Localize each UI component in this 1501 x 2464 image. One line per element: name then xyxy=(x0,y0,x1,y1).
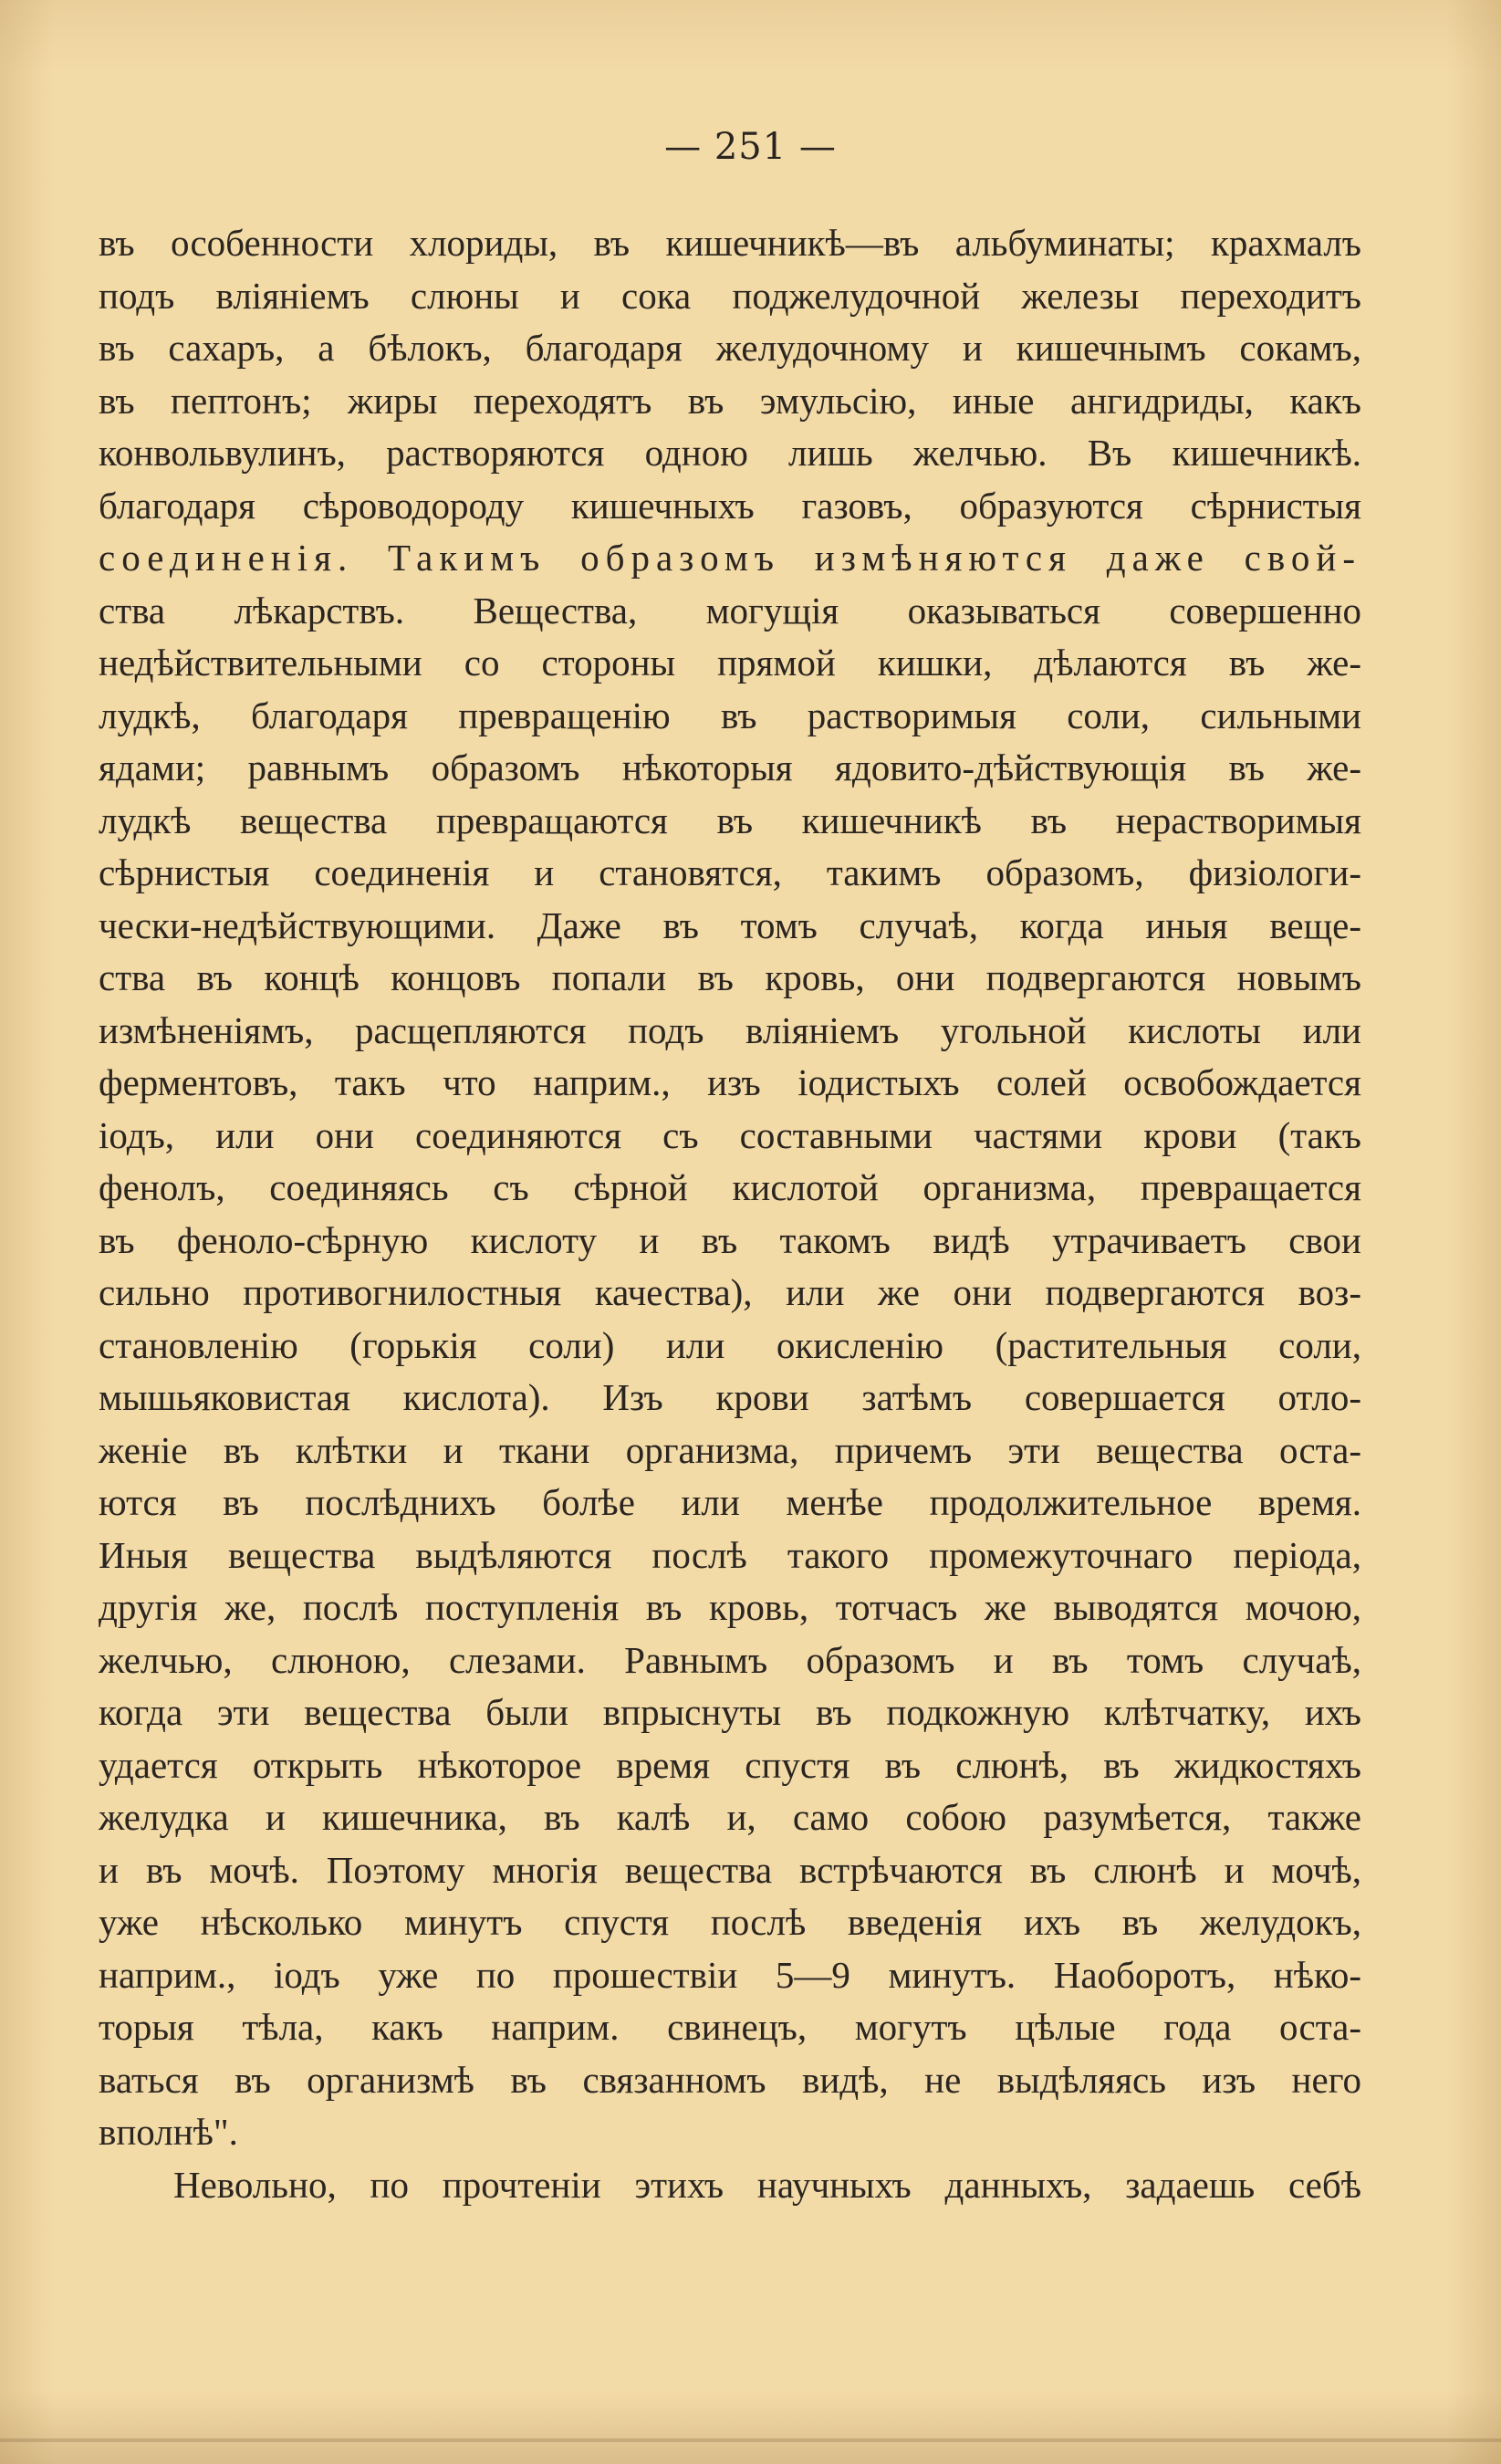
text-line: удается открыть нѣкоторое время спустя въ слюнѣ, въ жидкостяхъ xyxy=(99,1743,1361,1786)
text-line: другія же, послѣ поступленія въ кровь, тотчасъ же выводятся мочою, xyxy=(99,1586,1361,1628)
text-line: лудкѣ вещества превращаются въ кишечникѣ въ нерастворимыя xyxy=(99,799,1361,841)
text-line: женіе въ клѣтки и ткани организма, причемъ эти вещества оста- xyxy=(99,1428,1361,1471)
text-line: вполнѣ". xyxy=(99,2111,238,2153)
text-line: чески-недѣйствующими. Даже въ томъ случаѣ, когда иныя веще- xyxy=(99,903,1361,946)
text-line: торыя тѣла, какъ наприм. свинецъ, могутъ цѣлые года оста- xyxy=(99,2006,1361,2048)
text-line: лудкѣ, благодаря превращенію въ растворимыя соли, сильными xyxy=(99,694,1361,736)
text-line: становленію (горькія соли) или окисленію (растительныя соли, xyxy=(99,1323,1361,1366)
text-line: Иныя вещества выдѣляются послѣ такого промежуточнаго періода, xyxy=(99,1533,1361,1576)
text-line: подъ вліяніемъ слюны и сока поджелудочной железы переходитъ xyxy=(99,274,1361,317)
page-bottom-edge xyxy=(0,2438,1501,2442)
text-line: недѣйствительными со стороны прямой кишки, дѣлаются въ же- xyxy=(99,642,1361,684)
text-line: въ особенности хлориды, въ кишечникѣ—въ альбуминаты; крахмалъ xyxy=(99,222,1361,264)
text-line: іодъ, или они соединяются съ составными частями крови (такъ xyxy=(99,1113,1361,1156)
text-line: сильно противогнилостныя качества), или же они подвергаются воз- xyxy=(99,1271,1361,1313)
text-line: мышьяковистая кислота). Изъ крови затѣмъ совершается отло- xyxy=(99,1376,1361,1418)
text-line: ваться въ организмѣ въ связанномъ видѣ, не выдѣляясь изъ него xyxy=(99,2058,1361,2101)
text-line: измѣненіямъ, расщепляются подъ вліяніемъ угольной кислоты или xyxy=(99,1008,1361,1051)
text-line: въ сахаръ, а бѣлокъ, благодаря желудочному и кишечнымъ сокамъ, xyxy=(99,327,1361,369)
page-text-body xyxy=(99,217,1361,2211)
text-line: когда эти вещества были впрыснуты въ подкожную клѣтчатку, ихъ xyxy=(99,1691,1361,1733)
text-line: фенолъ, соединяясь съ сѣрной кислотой организма, превращается xyxy=(99,1166,1361,1208)
text-line: наприм., іодъ уже по прошествіи 5—9 минутъ. Наоборотъ, нѣко- xyxy=(99,1953,1361,1996)
text-line: въ феноло-сѣрную кислоту и въ такомъ видѣ утрачиваетъ свои xyxy=(99,1218,1361,1261)
text-line: соединенія. Такимъ образомъ измѣняются даже свой- xyxy=(99,537,1361,579)
text-line: ферментовъ, такъ что наприм., изъ іодистыхъ солей освобождается xyxy=(99,1061,1361,1103)
text-line: конвольвулинъ, растворяются одною лишь желчью. Въ кишечникѣ. xyxy=(99,432,1361,474)
text-line: ядами; равнымъ образомъ нѣкоторыя ядовито-дѣйствующія въ же- xyxy=(99,747,1361,788)
text-line: желудка и кишечника, въ калѣ и, само собою разумѣется, также xyxy=(99,1796,1361,1838)
text-line: и въ мочѣ. Поэтому многія вещества встрѣчаются въ слюнѣ и мочѣ, xyxy=(99,1848,1361,1891)
text-line: ства лѣкарствъ. Вещества, могущія оказываться совершенно xyxy=(99,589,1361,632)
text-line: ются въ послѣднихъ болѣе или менѣе продолжительное время. xyxy=(99,1481,1361,1523)
text-line: желчью, слюною, слезами. Равнымъ образомъ и въ томъ случаѣ, xyxy=(99,1638,1361,1681)
text-line: уже нѣсколько минутъ спустя послѣ введенія ихъ въ желудокъ, xyxy=(99,1901,1361,1943)
text-line: сѣрнистыя соединенія и становятся, такимъ образомъ, физіологи- xyxy=(99,851,1361,893)
text-line: благодаря сѣроводороду кишечныхъ газовъ, образуются сѣрнистыя xyxy=(99,484,1361,527)
text-line: въ пептонъ; жиры переходятъ въ эмульсію, иные ангидриды, какъ xyxy=(99,379,1361,422)
text-line: ства въ концѣ концовъ попали въ кровь, они подвергаются новымъ xyxy=(99,956,1361,998)
text-line: Невольно, по прочтеніи этихъ научныхъ данныхъ, задаешь себѣ xyxy=(173,2163,1361,2206)
page-number: — 251 — xyxy=(664,126,837,168)
